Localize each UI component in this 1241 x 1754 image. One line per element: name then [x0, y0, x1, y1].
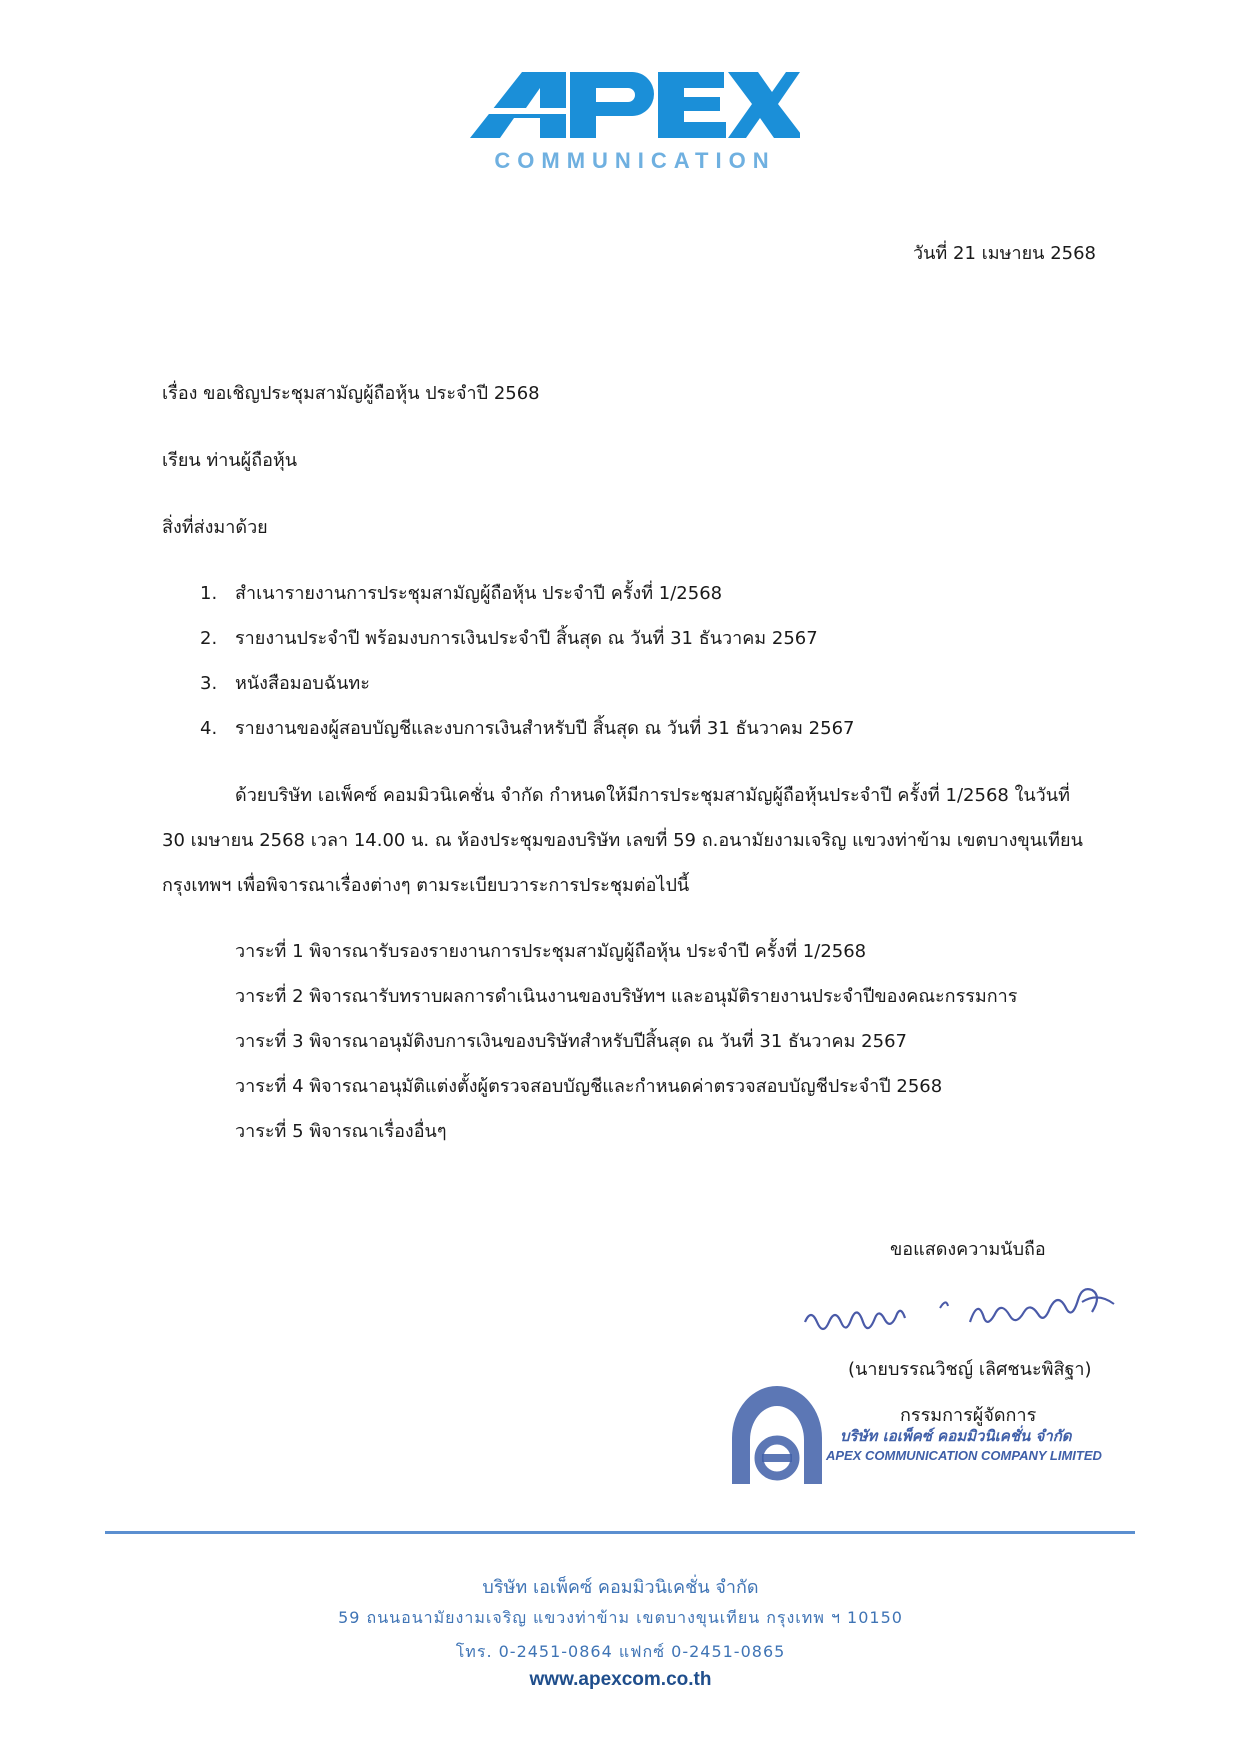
company-seal-stamp [722, 1380, 832, 1492]
list-item [200, 668, 370, 697]
footer-phone: โทร. 0-2451-0864 แฟกซ์ 0-2451-0865 [455, 1642, 786, 1661]
agenda-item: วาระที่ 1 พิจารณารับรองรายงานการประชุมสามัญผู้ถือหุ้น ประจำปี ครั้งที่ 1/2568 [235, 941, 867, 962]
agenda-item: วาระที่ 2 พิจารณารับทราบผลการดำเนินงานของบริษัทฯ และอนุมัติรายงานประจำปีของคณะกรรมการ [235, 986, 1018, 1007]
body-line: ด้วยบริษัท เอเพ็คซ์ คอมมิวนิเคชั่น จำกัด กำหนดให้มีการประชุมสามัญผู้ถือหุ้นประจำปี ครั้งที่ 1/2568 ในวันที่ [235, 785, 1070, 806]
agenda-item: วาระที่ 3 พิจารณาอนุมัติงบการเงินของบริษัทสำหรับปีสิ้นสุด ณ วันที่ 31 ธันวาคม 2567 [235, 1031, 907, 1052]
list-item-text: หนังสือมอบฉันทะ [235, 673, 370, 694]
list-item-number: 4. [200, 718, 218, 739]
list-item-text: รายงานประจำปี พร้อมงบการเงินประจำปี สิ้นสุด ณ วันที่ 31 ธันวาคม 2567 [235, 628, 818, 649]
enclosures-heading: สิ่งที่ส่งมาด้วย [162, 517, 268, 538]
apex-logo-mark [470, 70, 800, 150]
list-item [200, 623, 818, 652]
body-line: กรุงเทพฯ เพื่อพิจารณาเรื่องต่างๆ ตามระเบียบวาระการประชุมต่อไปนี้ [162, 875, 690, 896]
footer-website-link[interactable]: www.apexcom.co.th [529, 1669, 712, 1690]
signer-name: (นายบรรณวิชญ์ เลิศชนะพิสิฐา) [848, 1359, 1092, 1380]
list-item-text: สำเนารายงานการประชุมสามัญผู้ถือหุ้น ประจำปี ครั้งที่ 1/2568 [235, 583, 723, 604]
body-line: 30 เมษายน 2568 เวลา 14.00 น. ณ ห้องประชุมของบริษัท เลขที่ 59 ถ.อนามัยงามเจริญ แขวงท่าข้าม เขตบางขุนเทียน [162, 830, 1083, 851]
list-item [200, 713, 855, 742]
list-item-number: 1. [200, 583, 218, 604]
signature-image [800, 1288, 1130, 1336]
footer-divider [105, 1531, 1135, 1534]
footer-address: 59 ถนนอนามัยงามเจริญ แขวงท่าข้าม เขตบางขุนเทียน กรุงเทพ ฯ 10150 [338, 1608, 903, 1627]
list-item [200, 578, 722, 607]
agenda-item: วาระที่ 5 พิจารณาเรื่องอื่นๆ [235, 1121, 447, 1142]
stamp-english-name: APEX COMMUNICATION COMPANY LIMITED [826, 1448, 1102, 1463]
footer-company: บริษัท เอเพ็คซ์ คอมมิวนิเคชั่น จำกัด [482, 1577, 759, 1598]
letter-subject: เรื่อง ขอเชิญประชุมสามัญผู้ถือหุ้น ประจำปี 2568 [162, 383, 540, 404]
letter-salutation: เรียน ท่านผู้ถือหุ้น [162, 450, 298, 471]
list-item-number: 2. [200, 628, 218, 649]
closing: ขอแสดงความนับถือ [890, 1239, 1046, 1260]
logo-subtitle: COMMUNICATION [494, 148, 776, 173]
letter-date: วันที่ 21 เมษายน 2568 [913, 243, 1096, 264]
signer-title: กรรมการผู้จัดการ [900, 1405, 1037, 1426]
agenda-item: วาระที่ 4 พิจารณาอนุมัติแต่งตั้งผู้ตรวจสอบบัญชีและกำหนดค่าตรวจสอบบัญชีประจำปี 2568 [235, 1076, 943, 1097]
list-item-number: 3. [200, 673, 218, 694]
stamp-thai-name: บริษัท เอเพ็คซ์ คอมมิวนิเคชั่น จำกัด [840, 1427, 1072, 1445]
list-item-text: รายงานของผู้สอบบัญชีและงบการเงินสำหรับปี สิ้นสุด ณ วันที่ 31 ธันวาคม 2567 [235, 718, 855, 739]
company-logo [470, 70, 800, 180]
